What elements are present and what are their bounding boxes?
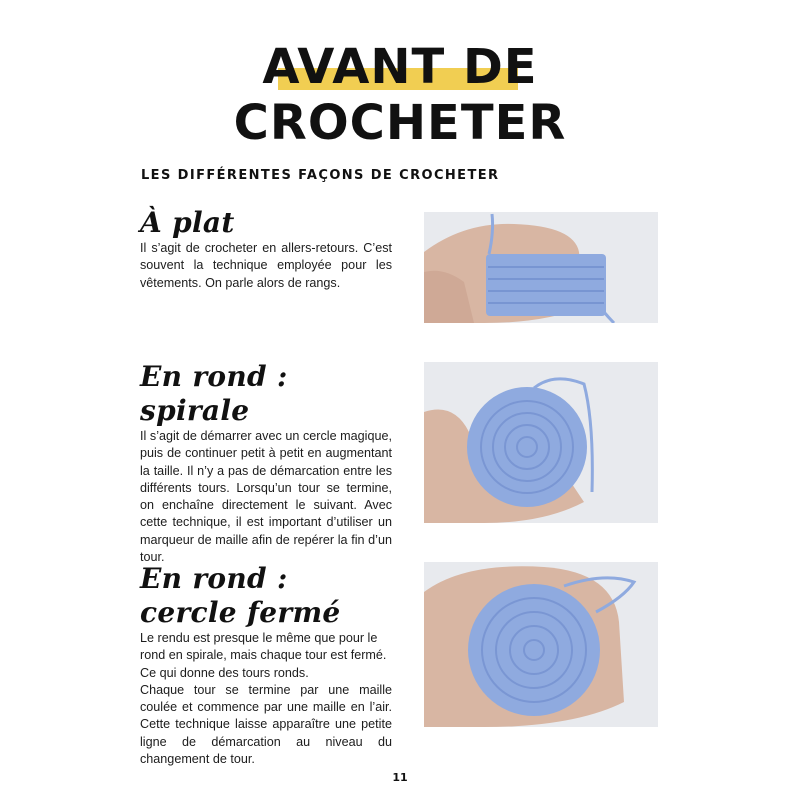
spiral-crochet-circle-photo — [424, 362, 658, 523]
section-subtitle: LES DIFFÉRENTES FAÇONS DE CROCHETER — [141, 168, 500, 183]
section-heading: En rond : cercle fermé — [140, 562, 341, 629]
section-flat — [140, 206, 392, 292]
section-body-2: Chaque tour se termine par une maille coulée et commence par une maille en l’air. Cette technique laisse apparaître une petite ligne de démarcation au niveau du changement de tour. — [140, 682, 392, 767]
closed-circle-crochet-photo — [424, 562, 658, 727]
page-number: 11 — [392, 771, 408, 784]
section-body: Il s’agit de crocheter en allers-retours. C’est souvent la technique employée pour les vêtements. On parle alors de rangs. — [140, 241, 392, 290]
page-title — [0, 40, 800, 150]
section-heading: À plat — [140, 206, 235, 239]
title-line-1: AVANT DE — [262, 39, 538, 95]
flat-crochet-swatch-photo — [424, 212, 658, 323]
section-closed-circle — [140, 562, 392, 768]
section-body-1: Le rendu est presque le même que pour le rond en spirale, mais chaque tour est fermé. Ce qui donne des tours ronds. — [140, 631, 387, 680]
section-heading: En rond : spirale — [140, 360, 288, 427]
section-spiral — [140, 360, 392, 566]
section-body: Il s’agit de démarrer avec un cercle magique, puis de continuer petit à petit en augmentant la taille. Il n’y a pas de démarcation entre les différents tours. Lorsqu’un tour se termine, on enchaîne directement le suivant. Avec cette technique, il est important d’utiliser un marqueur de maille afin de repérer la fin d’un tour. — [140, 429, 392, 565]
title-line-2: CROCHETER — [233, 95, 567, 151]
